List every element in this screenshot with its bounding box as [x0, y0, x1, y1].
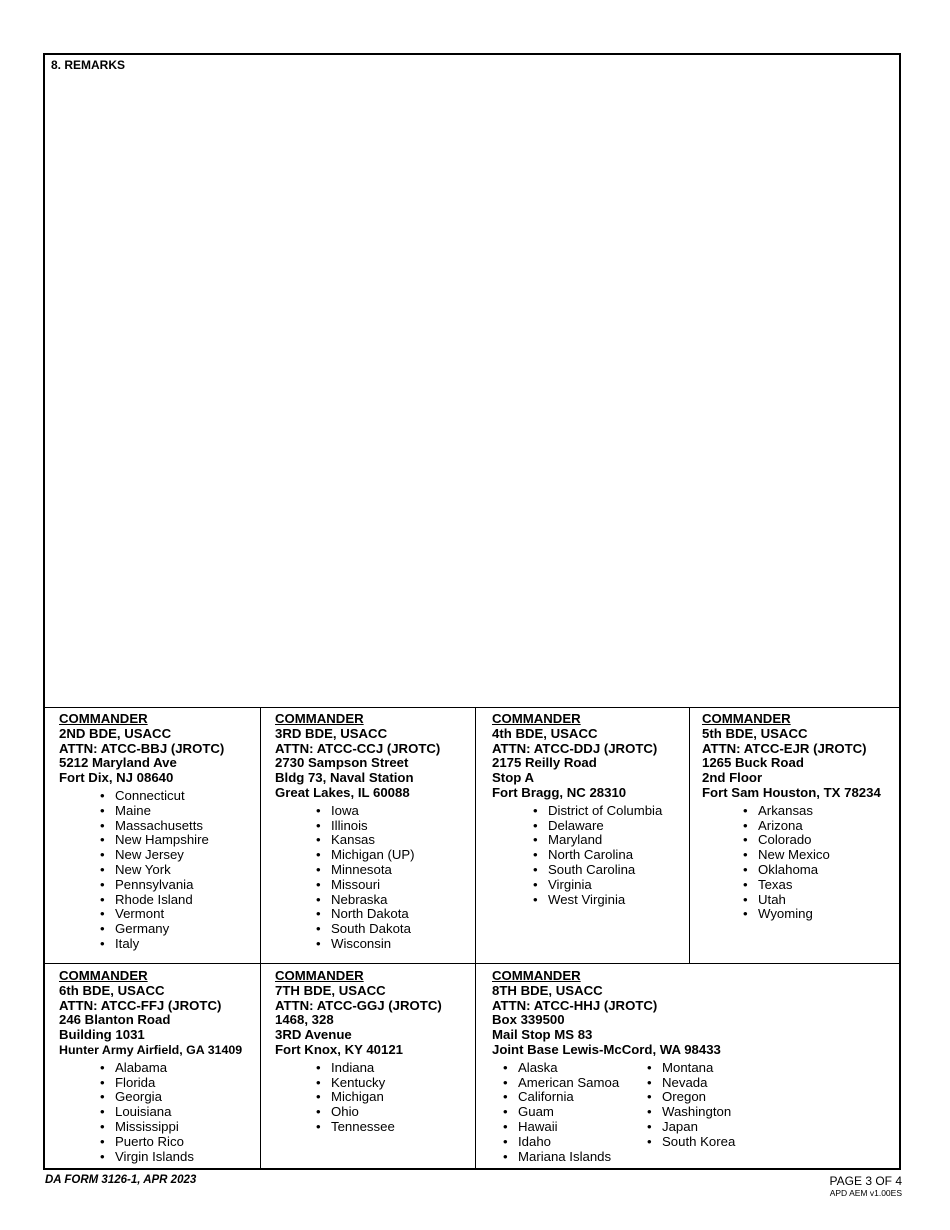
state-item: • Utah: [758, 893, 899, 908]
state-item: • Maryland: [548, 833, 689, 848]
state-item: • Idaho: [518, 1135, 636, 1150]
state-columns: [492, 1058, 899, 1165]
state-item: • South Dakota: [331, 922, 475, 937]
state-item: • Illinois: [331, 819, 475, 834]
state-item: • District of Columbia: [548, 804, 689, 819]
state-list: [758, 804, 899, 922]
address-line: 3RD BDE, USACC: [275, 725, 388, 741]
address-line: Building 1031: [59, 1027, 145, 1043]
address-line: ATTN: ATCC-CCJ (JROTC): [275, 740, 441, 756]
address-block: [59, 712, 260, 786]
state-item: • Connecticut: [115, 789, 260, 804]
address-line: 1265 Buck Road: [702, 755, 804, 771]
state-item: • South Korea: [662, 1135, 735, 1150]
state-item: • Missouri: [331, 878, 475, 893]
address-line: ATTN: ATCC-BBJ (JROTC): [59, 740, 225, 756]
address-line: Fort Dix, NJ 08640: [59, 770, 174, 786]
state-list: [662, 1061, 735, 1165]
address-line: Fort Sam Houston, TX 78234: [702, 784, 881, 800]
state-item: • Alabama: [115, 1061, 260, 1076]
address-line: 5212 Maryland Ave: [59, 755, 177, 771]
commander-row-2: [45, 964, 899, 1168]
address-line: 246 Blanton Road: [59, 1012, 171, 1028]
state-item: • Indiana: [331, 1061, 475, 1076]
address-block: [275, 712, 475, 801]
state-item: • New Hampshire: [115, 833, 260, 848]
state-item: • North Carolina: [548, 848, 689, 863]
address-line: Bldg 73, Naval Station: [275, 770, 414, 786]
address-line: Fort Knox, KY 40121: [275, 1041, 404, 1057]
state-item: • American Samoa: [518, 1076, 636, 1091]
state-item: • Michigan: [331, 1090, 475, 1105]
state-item: • Nevada: [662, 1076, 735, 1091]
commander-title: COMMANDER: [59, 711, 148, 726]
state-item: • New Mexico: [758, 848, 899, 863]
state-item: • South Carolina: [548, 863, 689, 878]
address-line: Mail Stop MS 83: [492, 1027, 593, 1043]
state-item: • Oklahoma: [758, 863, 899, 878]
address-line: 2730 Sampson Street: [275, 755, 409, 771]
state-item: • Vermont: [115, 907, 260, 922]
address-block: [59, 969, 260, 1058]
state-list: [331, 804, 475, 952]
state-item: • Florida: [115, 1076, 260, 1091]
address-line: 2175 Reilly Road: [492, 755, 597, 771]
state-item: • New Jersey: [115, 848, 260, 863]
address-line: ATTN: ATCC-EJR (JROTC): [702, 740, 867, 756]
state-item: • Alaska: [518, 1061, 636, 1076]
state-list: [331, 1061, 475, 1135]
state-item: • Guam: [518, 1105, 636, 1120]
address-line: ATTN: ATCC-GGJ (JROTC): [275, 997, 442, 1013]
commander-6th-bde: [45, 964, 261, 1168]
commander-title: COMMANDER: [702, 711, 791, 726]
commander-7th-bde: [261, 964, 476, 1168]
form-page: [43, 53, 901, 1170]
state-item: • Arizona: [758, 819, 899, 834]
commander-3rd-bde: [261, 707, 476, 963]
commander-title: COMMANDER: [59, 968, 148, 983]
commander-title: COMMANDER: [492, 711, 581, 726]
state-item: • Michigan (UP): [331, 848, 475, 863]
state-item: • Wisconsin: [331, 937, 475, 952]
state-item: • Ohio: [331, 1105, 475, 1120]
state-item: • Hawaii: [518, 1120, 636, 1135]
state-item: • Washington: [662, 1105, 735, 1120]
address-line: 2nd Floor: [702, 770, 763, 786]
commander-row-1: [45, 707, 899, 964]
state-item: • Georgia: [115, 1090, 260, 1105]
address-block: [275, 969, 475, 1058]
state-item: • Pennsylvania: [115, 878, 260, 893]
address-block: [702, 712, 899, 801]
address-line: 6th BDE, USACC: [59, 982, 165, 998]
address-line: 5th BDE, USACC: [702, 725, 808, 741]
address-line: Joint Base Lewis-McCord, WA 98433: [492, 1041, 721, 1057]
state-item: • California: [518, 1090, 636, 1105]
state-item: • West Virginia: [548, 893, 689, 908]
state-item: • New York: [115, 863, 260, 878]
address-line: 7TH BDE, USACC: [275, 982, 386, 998]
form-id: DA FORM 3126-1, APR 2023: [45, 1174, 197, 1186]
state-item: • Maine: [115, 804, 260, 819]
state-item: • Iowa: [331, 804, 475, 819]
state-item: • Colorado: [758, 833, 899, 848]
commander-title: COMMANDER: [275, 711, 364, 726]
address-line: ATTN: ATCC-DDJ (JROTC): [492, 740, 658, 756]
address-line: Hunter Army Airfield, GA 31409: [59, 1042, 243, 1057]
state-item: • Wyoming: [758, 907, 899, 922]
state-item: • North Dakota: [331, 907, 475, 922]
address-line: Stop A: [492, 770, 534, 786]
state-item: • Mississippi: [115, 1120, 260, 1135]
state-list: [115, 1061, 260, 1165]
state-item: • Delaware: [548, 819, 689, 834]
address-line: Great Lakes, IL 60088: [275, 784, 410, 800]
state-list: [115, 789, 260, 952]
address-line: ATTN: ATCC-HHJ (JROTC): [492, 997, 658, 1013]
state-item: • Virginia: [548, 878, 689, 893]
state-item: • Italy: [115, 937, 260, 952]
address-line: 4th BDE, USACC: [492, 725, 598, 741]
address-line: 1468, 328: [275, 1012, 334, 1028]
state-item: • Kansas: [331, 833, 475, 848]
state-item: • Japan: [662, 1120, 735, 1135]
address-line: 3RD Avenue: [275, 1027, 352, 1043]
remarks-label: 8. REMARKS: [51, 58, 126, 72]
state-item: • Louisiana: [115, 1105, 260, 1120]
state-item: • Oregon: [662, 1090, 735, 1105]
address-line: 8TH BDE, USACC: [492, 982, 603, 998]
commander-8th-bde: [476, 964, 899, 1168]
address-line: Fort Bragg, NC 28310: [492, 784, 627, 800]
state-item: • Mariana Islands: [518, 1150, 636, 1165]
state-list: [548, 804, 689, 908]
address-block: [492, 712, 689, 801]
state-item: • Kentucky: [331, 1076, 475, 1091]
state-item: • Arkansas: [758, 804, 899, 819]
state-item: • Nebraska: [331, 893, 475, 908]
version-label: APD AEM v1.00ES: [829, 1188, 902, 1198]
address-line: Box 339500: [492, 1012, 565, 1028]
address-line: ATTN: ATCC-FFJ (JROTC): [59, 997, 222, 1013]
state-item: • Germany: [115, 922, 260, 937]
commander-4th-bde: [476, 707, 690, 963]
state-item: • Texas: [758, 878, 899, 893]
address-line: 2ND BDE, USACC: [59, 725, 172, 741]
state-item: • Tennessee: [331, 1120, 475, 1135]
state-item: • Massachusetts: [115, 819, 260, 834]
page-number: PAGE 3 OF 4: [829, 1174, 902, 1188]
address-block: [492, 969, 899, 1058]
commander-5th-bde: [690, 707, 899, 963]
state-item: • Minnesota: [331, 863, 475, 878]
state-item: • Rhode Island: [115, 893, 260, 908]
state-item: • Puerto Rico: [115, 1135, 260, 1150]
commander-title: COMMANDER: [492, 968, 581, 983]
state-item: • Montana: [662, 1061, 735, 1076]
commander-title: COMMANDER: [275, 968, 364, 983]
commander-2nd-bde: [45, 707, 261, 963]
state-item: • Virgin Islands: [115, 1150, 260, 1165]
remarks-section[interactable]: [45, 55, 899, 708]
state-list: [518, 1061, 636, 1165]
